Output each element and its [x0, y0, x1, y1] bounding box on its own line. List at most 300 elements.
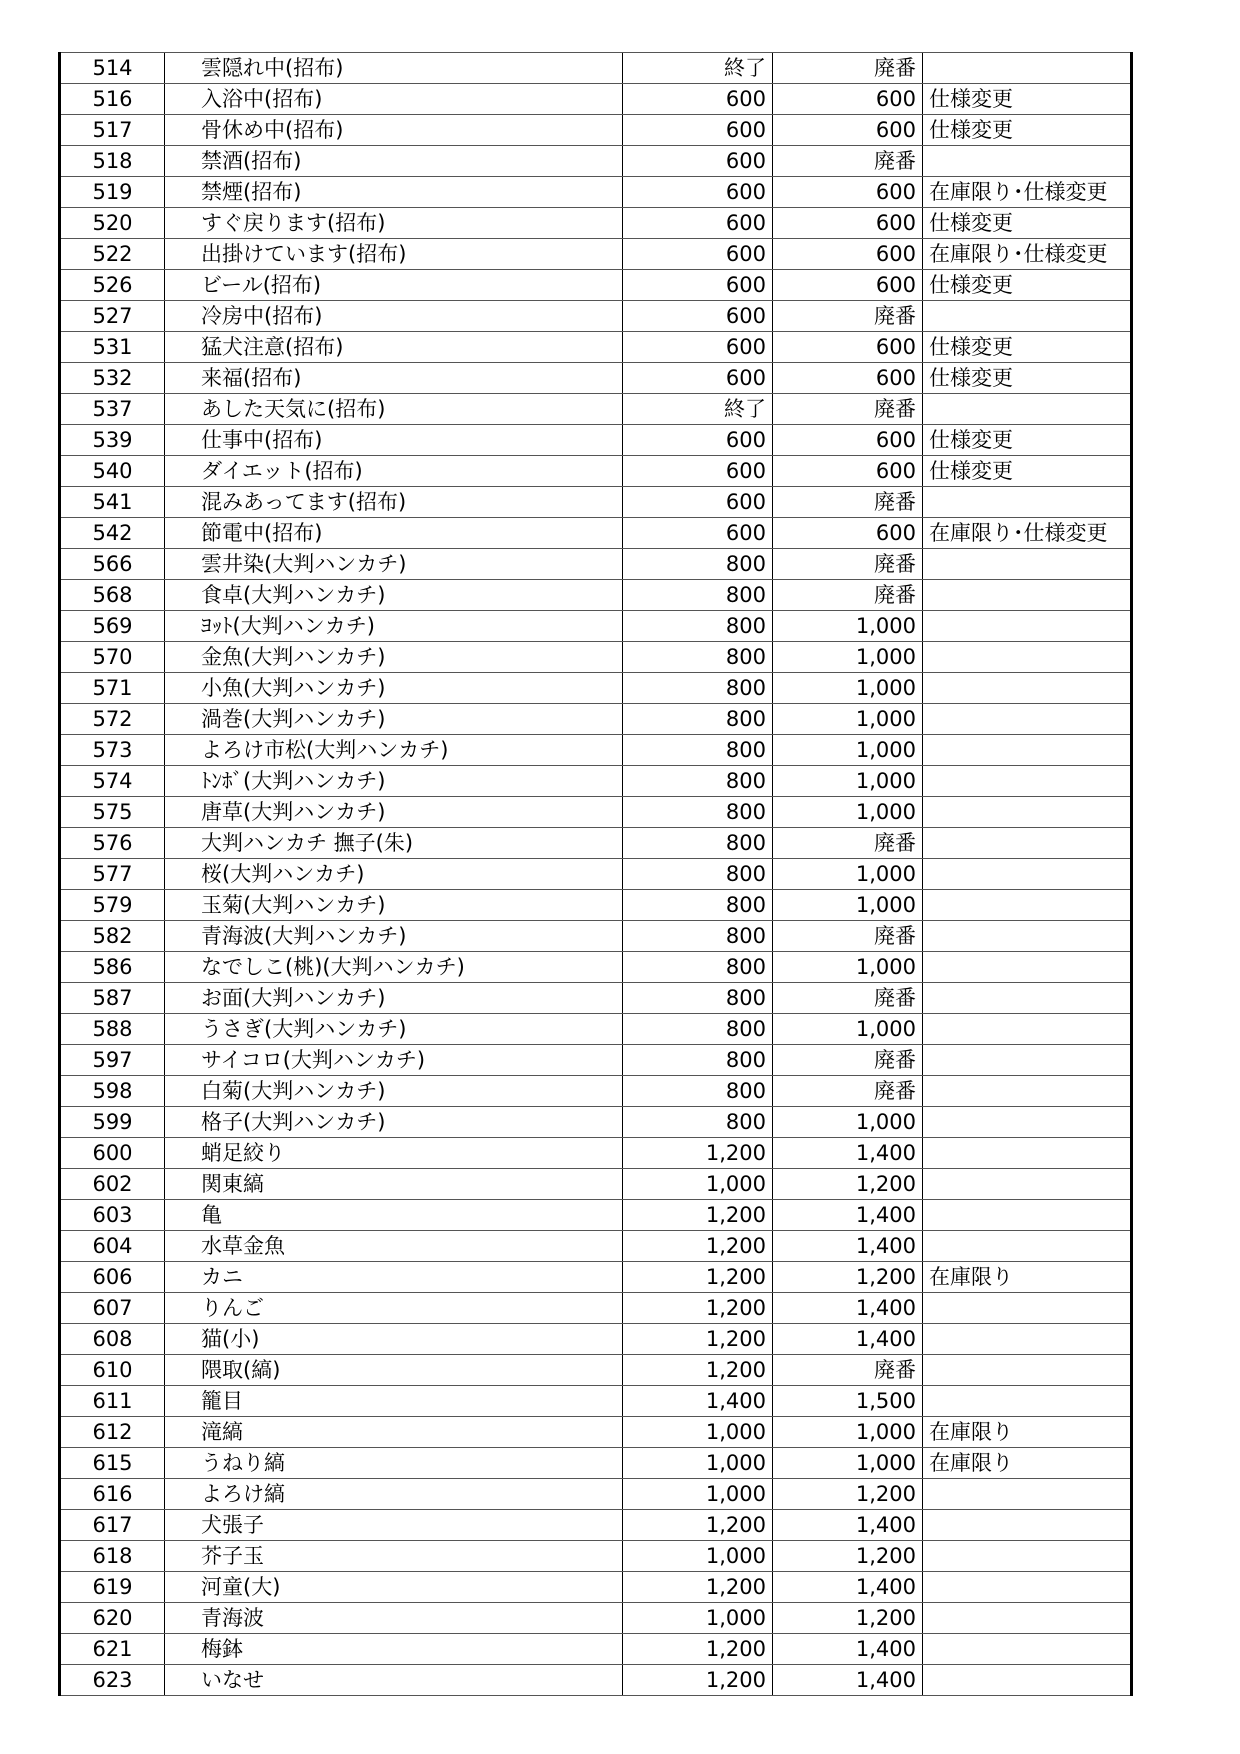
new-price: 1,400	[773, 1231, 923, 1262]
table-row	[60, 1169, 1132, 1200]
item-code: 579	[60, 890, 165, 921]
new-price: 廃番	[773, 1355, 923, 1386]
new-price: 廃番	[773, 828, 923, 859]
item-note	[923, 642, 1132, 673]
item-code: 616	[60, 1479, 165, 1510]
item-note	[923, 766, 1132, 797]
item-name: 籠目	[165, 1386, 623, 1417]
new-price: 1,200	[773, 1603, 923, 1634]
item-code: 607	[60, 1293, 165, 1324]
item-name: 河童(大)	[165, 1572, 623, 1603]
table-row	[60, 766, 1132, 797]
old-price: 800	[623, 1014, 773, 1045]
old-price: 600	[623, 301, 773, 332]
table-row	[60, 239, 1132, 270]
new-price: 廃番	[773, 394, 923, 425]
item-code: 566	[60, 549, 165, 580]
item-note	[923, 797, 1132, 828]
item-name: ﾖｯﾄ(大判ハンカチ)	[165, 611, 623, 642]
table-row	[60, 952, 1132, 983]
item-name: 関東縞	[165, 1169, 623, 1200]
table-row	[60, 1200, 1132, 1231]
table-row	[60, 611, 1132, 642]
table-row	[60, 84, 1132, 115]
item-code: 568	[60, 580, 165, 611]
item-code: 540	[60, 456, 165, 487]
table-row	[60, 1107, 1132, 1138]
table-row	[60, 1386, 1132, 1417]
table-row	[60, 1572, 1132, 1603]
item-note	[923, 394, 1132, 425]
item-note: 仕様変更	[923, 270, 1132, 301]
table-row	[60, 1324, 1132, 1355]
item-note: 仕様変更	[923, 115, 1132, 146]
item-name: 猛犬注意(招布)	[165, 332, 623, 363]
table-row	[60, 1603, 1132, 1634]
new-price: 1,200	[773, 1479, 923, 1510]
item-code: 569	[60, 611, 165, 642]
old-price: 1,200	[623, 1231, 773, 1262]
item-code: 526	[60, 270, 165, 301]
old-price: 800	[623, 735, 773, 766]
item-note	[923, 487, 1132, 518]
new-price: 1,000	[773, 952, 923, 983]
new-price: 1,400	[773, 1324, 923, 1355]
price-list-table	[58, 52, 1133, 1696]
item-name: 冷房中(招布)	[165, 301, 623, 332]
item-name: 禁煙(招布)	[165, 177, 623, 208]
item-name: 金魚(大判ハンカチ)	[165, 642, 623, 673]
item-note	[923, 580, 1132, 611]
item-name: なでしこ(桃)(大判ハンカチ)	[165, 952, 623, 983]
item-name: あした天気に(招布)	[165, 394, 623, 425]
new-price: 1,200	[773, 1169, 923, 1200]
item-code: 518	[60, 146, 165, 177]
item-note: 仕様変更	[923, 84, 1132, 115]
item-name: 芥子玉	[165, 1541, 623, 1572]
old-price: 800	[623, 921, 773, 952]
item-note: 在庫限り･仕様変更	[923, 239, 1132, 270]
item-note	[923, 890, 1132, 921]
table-row	[60, 456, 1132, 487]
table-row	[60, 487, 1132, 518]
item-code: 599	[60, 1107, 165, 1138]
new-price: 1,400	[773, 1510, 923, 1541]
table-row	[60, 983, 1132, 1014]
item-name: 水草金魚	[165, 1231, 623, 1262]
item-note: 仕様変更	[923, 456, 1132, 487]
table-row	[60, 394, 1132, 425]
item-code: 577	[60, 859, 165, 890]
old-price: 1,200	[623, 1324, 773, 1355]
table-row	[60, 735, 1132, 766]
item-code: 571	[60, 673, 165, 704]
item-code: 588	[60, 1014, 165, 1045]
new-price: 600	[773, 115, 923, 146]
item-note	[923, 1014, 1132, 1045]
item-name: 桜(大判ハンカチ)	[165, 859, 623, 890]
item-code: 582	[60, 921, 165, 952]
table-row	[60, 1014, 1132, 1045]
old-price: 800	[623, 580, 773, 611]
table-row	[60, 642, 1132, 673]
item-note	[923, 673, 1132, 704]
new-price: 1,000	[773, 735, 923, 766]
new-price: 1,400	[773, 1572, 923, 1603]
old-price: 800	[623, 549, 773, 580]
item-code: 606	[60, 1262, 165, 1293]
item-name: 青海波	[165, 1603, 623, 1634]
item-note	[923, 1076, 1132, 1107]
item-note	[923, 952, 1132, 983]
old-price: 600	[623, 146, 773, 177]
old-price: 800	[623, 1107, 773, 1138]
item-name: ビール(招布)	[165, 270, 623, 301]
item-note	[923, 1479, 1132, 1510]
item-name: 滝縞	[165, 1417, 623, 1448]
item-code: 618	[60, 1541, 165, 1572]
old-price: 600	[623, 518, 773, 549]
table-row	[60, 1231, 1132, 1262]
item-name: 隈取(縞)	[165, 1355, 623, 1386]
old-price: 800	[623, 642, 773, 673]
new-price: 廃番	[773, 549, 923, 580]
new-price: 600	[773, 84, 923, 115]
table-row	[60, 1510, 1132, 1541]
new-price: 600	[773, 456, 923, 487]
item-name: 仕事中(招布)	[165, 425, 623, 456]
item-code: 532	[60, 363, 165, 394]
old-price: 1,200	[623, 1138, 773, 1169]
old-price: 1,200	[623, 1634, 773, 1665]
table-row	[60, 1293, 1132, 1324]
table-row	[60, 425, 1132, 456]
table-row	[60, 301, 1132, 332]
old-price: 1,000	[623, 1541, 773, 1572]
item-note	[923, 828, 1132, 859]
item-note	[923, 735, 1132, 766]
item-name: 梅鉢	[165, 1634, 623, 1665]
new-price: 1,400	[773, 1293, 923, 1324]
item-name: 格子(大判ハンカチ)	[165, 1107, 623, 1138]
item-note	[923, 1231, 1132, 1262]
old-price: 800	[623, 983, 773, 1014]
table-row	[60, 518, 1132, 549]
item-note	[923, 611, 1132, 642]
item-name: 犬張子	[165, 1510, 623, 1541]
item-code: 514	[60, 53, 165, 84]
item-note: 在庫限り	[923, 1262, 1132, 1293]
item-name: 唐草(大判ハンカチ)	[165, 797, 623, 828]
new-price: 1,000	[773, 766, 923, 797]
item-note	[923, 53, 1132, 84]
item-code: 539	[60, 425, 165, 456]
item-name: 大判ハンカチ 撫子(朱)	[165, 828, 623, 859]
item-note	[923, 859, 1132, 890]
new-price: 廃番	[773, 580, 923, 611]
item-name: 雲隠れ中(招布)	[165, 53, 623, 84]
item-note	[923, 1541, 1132, 1572]
new-price: 1,000	[773, 859, 923, 890]
new-price: 1,400	[773, 1634, 923, 1665]
item-note	[923, 1634, 1132, 1665]
new-price: 1,400	[773, 1138, 923, 1169]
item-name: 猫(小)	[165, 1324, 623, 1355]
table-row	[60, 177, 1132, 208]
new-price: 600	[773, 518, 923, 549]
item-name: カニ	[165, 1262, 623, 1293]
item-note	[923, 301, 1132, 332]
item-name: いなせ	[165, 1665, 623, 1696]
table-row	[60, 146, 1132, 177]
item-name: 亀	[165, 1200, 623, 1231]
item-note: 在庫限り･仕様変更	[923, 518, 1132, 549]
old-price: 800	[623, 704, 773, 735]
item-code: 537	[60, 394, 165, 425]
item-code: 531	[60, 332, 165, 363]
new-price: 廃番	[773, 301, 923, 332]
item-name: よろけ縞	[165, 1479, 623, 1510]
table-row	[60, 797, 1132, 828]
item-note	[923, 1386, 1132, 1417]
item-code: 520	[60, 208, 165, 239]
new-price: 1,000	[773, 642, 923, 673]
item-name: ﾄﾝﾎﾞ(大判ハンカチ)	[165, 766, 623, 797]
new-price: 600	[773, 208, 923, 239]
new-price: 1,000	[773, 1448, 923, 1479]
item-name: 出掛けています(招布)	[165, 239, 623, 270]
item-note	[923, 1138, 1132, 1169]
item-name: 白菊(大判ハンカチ)	[165, 1076, 623, 1107]
table-row	[60, 1417, 1132, 1448]
old-price: 1,000	[623, 1479, 773, 1510]
item-code: 611	[60, 1386, 165, 1417]
table-row	[60, 673, 1132, 704]
new-price: 廃番	[773, 1076, 923, 1107]
item-note	[923, 983, 1132, 1014]
item-code: 575	[60, 797, 165, 828]
item-code: 597	[60, 1045, 165, 1076]
new-price: 1,000	[773, 611, 923, 642]
old-price: 600	[623, 456, 773, 487]
item-code: 541	[60, 487, 165, 518]
item-code: 603	[60, 1200, 165, 1231]
item-note: 在庫限り	[923, 1417, 1132, 1448]
table-row	[60, 1262, 1132, 1293]
old-price: 800	[623, 1076, 773, 1107]
item-note	[923, 146, 1132, 177]
old-price: 1,200	[623, 1665, 773, 1696]
item-name: うねり縞	[165, 1448, 623, 1479]
new-price: 廃番	[773, 921, 923, 952]
old-price: 600	[623, 363, 773, 394]
item-name: 混みあってます(招布)	[165, 487, 623, 518]
item-code: 527	[60, 301, 165, 332]
new-price: 廃番	[773, 146, 923, 177]
old-price: 終了	[623, 53, 773, 84]
old-price: 600	[623, 425, 773, 456]
item-code: 570	[60, 642, 165, 673]
item-name: 渦巻(大判ハンカチ)	[165, 704, 623, 735]
item-code: 517	[60, 115, 165, 146]
item-note	[923, 1324, 1132, 1355]
new-price: 600	[773, 239, 923, 270]
item-name: 来福(招布)	[165, 363, 623, 394]
item-note	[923, 921, 1132, 952]
item-code: 610	[60, 1355, 165, 1386]
item-name: よろけ市松(大判ハンカチ)	[165, 735, 623, 766]
table-row	[60, 115, 1132, 146]
old-price: 1,200	[623, 1262, 773, 1293]
table-row	[60, 890, 1132, 921]
new-price: 1,000	[773, 1417, 923, 1448]
item-name: 玉菊(大判ハンカチ)	[165, 890, 623, 921]
item-code: 608	[60, 1324, 165, 1355]
old-price: 600	[623, 208, 773, 239]
item-code: 615	[60, 1448, 165, 1479]
old-price: 1,200	[623, 1510, 773, 1541]
old-price: 1,000	[623, 1417, 773, 1448]
item-note: 仕様変更	[923, 332, 1132, 363]
item-note: 仕様変更	[923, 363, 1132, 394]
item-code: 542	[60, 518, 165, 549]
item-code: 620	[60, 1603, 165, 1634]
item-note	[923, 1293, 1132, 1324]
item-note	[923, 1200, 1132, 1231]
item-note: 仕様変更	[923, 425, 1132, 456]
table-row	[60, 1355, 1132, 1386]
table-row	[60, 363, 1132, 394]
table-row	[60, 921, 1132, 952]
old-price: 800	[623, 766, 773, 797]
item-name: すぐ戻ります(招布)	[165, 208, 623, 239]
new-price: 廃番	[773, 983, 923, 1014]
old-price: 1,000	[623, 1448, 773, 1479]
new-price: 1,000	[773, 1107, 923, 1138]
item-note	[923, 1510, 1132, 1541]
new-price: 1,500	[773, 1386, 923, 1417]
item-note	[923, 704, 1132, 735]
new-price: 1,400	[773, 1200, 923, 1231]
new-price: 1,000	[773, 1014, 923, 1045]
table-row	[60, 208, 1132, 239]
old-price: 800	[623, 828, 773, 859]
table-row	[60, 1541, 1132, 1572]
old-price: 800	[623, 890, 773, 921]
new-price: 廃番	[773, 487, 923, 518]
item-code: 617	[60, 1510, 165, 1541]
item-code: 519	[60, 177, 165, 208]
item-note	[923, 1603, 1132, 1634]
item-note	[923, 1169, 1132, 1200]
item-name: りんご	[165, 1293, 623, 1324]
item-code: 573	[60, 735, 165, 766]
item-code: 572	[60, 704, 165, 735]
item-note	[923, 1355, 1132, 1386]
table-row	[60, 1448, 1132, 1479]
item-name: 雲井染(大判ハンカチ)	[165, 549, 623, 580]
old-price: 800	[623, 952, 773, 983]
item-code: 602	[60, 1169, 165, 1200]
table-row	[60, 1479, 1132, 1510]
old-price: 1,200	[623, 1572, 773, 1603]
item-code: 574	[60, 766, 165, 797]
item-code: 516	[60, 84, 165, 115]
old-price: 終了	[623, 394, 773, 425]
table-row	[60, 859, 1132, 890]
new-price: 600	[773, 425, 923, 456]
old-price: 1,200	[623, 1355, 773, 1386]
item-note	[923, 1045, 1132, 1076]
table-row	[60, 53, 1132, 84]
item-note	[923, 1665, 1132, 1696]
item-name: 食卓(大判ハンカチ)	[165, 580, 623, 611]
table-row	[60, 1634, 1132, 1665]
item-name: 入浴中(招布)	[165, 84, 623, 115]
new-price: 1,000	[773, 890, 923, 921]
table-row	[60, 1138, 1132, 1169]
table-row	[60, 1076, 1132, 1107]
item-code: 587	[60, 983, 165, 1014]
item-name: 骨休め中(招布)	[165, 115, 623, 146]
item-note: 在庫限り･仕様変更	[923, 177, 1132, 208]
old-price: 800	[623, 797, 773, 828]
old-price: 600	[623, 177, 773, 208]
item-name: お面(大判ハンカチ)	[165, 983, 623, 1014]
new-price: 600	[773, 363, 923, 394]
old-price: 800	[623, 673, 773, 704]
item-note: 在庫限り	[923, 1448, 1132, 1479]
old-price: 1,000	[623, 1169, 773, 1200]
table-row	[60, 1045, 1132, 1076]
table-row	[60, 1665, 1132, 1696]
item-name: 青海波(大判ハンカチ)	[165, 921, 623, 952]
new-price: 1,000	[773, 704, 923, 735]
old-price: 1,000	[623, 1603, 773, 1634]
table-row	[60, 270, 1132, 301]
item-name: ダイエット(招布)	[165, 456, 623, 487]
new-price: 600	[773, 270, 923, 301]
item-code: 586	[60, 952, 165, 983]
old-price: 800	[623, 859, 773, 890]
new-price: 1,000	[773, 797, 923, 828]
new-price: 廃番	[773, 53, 923, 84]
old-price: 600	[623, 115, 773, 146]
item-code: 619	[60, 1572, 165, 1603]
old-price: 600	[623, 270, 773, 301]
old-price: 1,200	[623, 1293, 773, 1324]
item-code: 623	[60, 1665, 165, 1696]
table-row	[60, 549, 1132, 580]
table-row	[60, 828, 1132, 859]
table-row	[60, 704, 1132, 735]
old-price: 800	[623, 611, 773, 642]
old-price: 1,200	[623, 1200, 773, 1231]
old-price: 600	[623, 84, 773, 115]
new-price: 1,200	[773, 1262, 923, 1293]
new-price: 1,200	[773, 1541, 923, 1572]
item-code: 612	[60, 1417, 165, 1448]
item-name: サイコロ(大判ハンカチ)	[165, 1045, 623, 1076]
new-price: 1,400	[773, 1665, 923, 1696]
table-row	[60, 332, 1132, 363]
new-price: 600	[773, 177, 923, 208]
new-price: 600	[773, 332, 923, 363]
item-code: 598	[60, 1076, 165, 1107]
old-price: 600	[623, 487, 773, 518]
new-price: 1,000	[773, 673, 923, 704]
item-note	[923, 549, 1132, 580]
